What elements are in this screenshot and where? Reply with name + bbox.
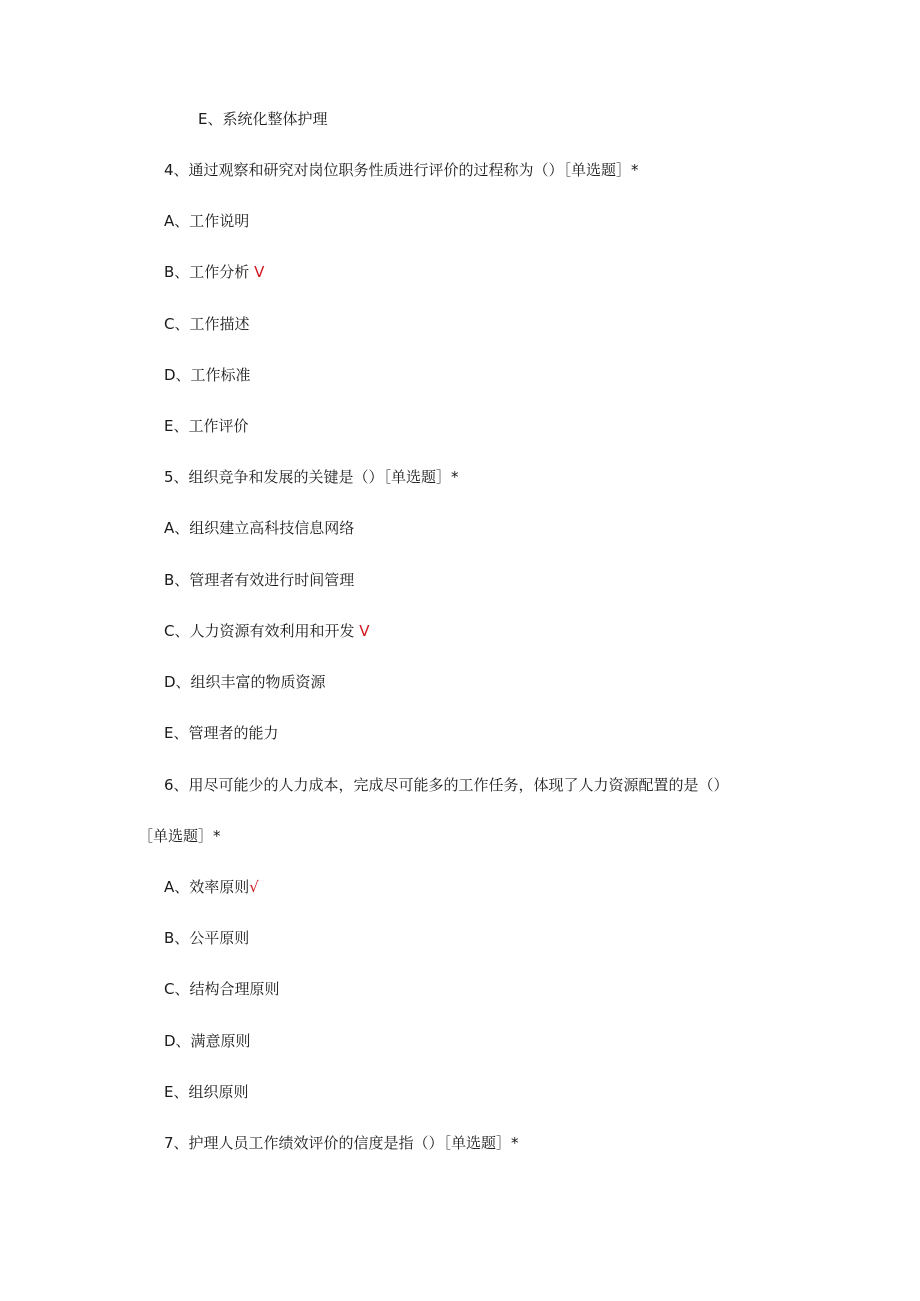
option-d-q6: D、满意原则 — [164, 1032, 251, 1050]
question-6-type: ［单选题］* — [138, 827, 221, 845]
option-e-q6: E、组织原则 — [164, 1083, 249, 1101]
option-e-q4: E、工作评价 — [164, 417, 249, 435]
option-d-q5: D、组织丰富的物质资源 — [164, 673, 326, 691]
option-e-q5: E、管理者的能力 — [164, 724, 279, 742]
option-b-q6: B、公平原则 — [164, 929, 250, 947]
correct-mark: V — [254, 263, 265, 281]
question-6: 6、用尽可能少的人力成本，完成尽可能多的工作任务，体现了人力资源配置的是（） — [164, 776, 729, 794]
option-b-q4: B、工作分析 V — [164, 263, 265, 281]
question-7: 7、护理人员工作绩效评价的信度是指（）［单选题］* — [164, 1134, 519, 1152]
correct-mark: √ — [249, 878, 259, 896]
option-a-q4: A、工作说明 — [164, 212, 250, 230]
option-b-q5: B、管理者有效进行时间管理 — [164, 571, 355, 589]
correct-mark: V — [359, 622, 370, 640]
option-c-q6: C、结构合理原则 — [164, 980, 280, 998]
question-4: 4、通过观察和研究对岗位职务性质进行评价的过程称为（）［单选题］* — [164, 161, 639, 179]
question-5: 5、组织竞争和发展的关键是（）［单选题］* — [164, 468, 459, 486]
option-c-q4: C、工作描述 — [164, 315, 250, 333]
option-c-q5: C、人力资源有效利用和开发 V — [164, 622, 370, 640]
option-d-q4: D、工作标准 — [164, 366, 251, 384]
option-a-q5: A、组织建立高科技信息网络 — [164, 519, 355, 537]
option-e-q3: E、系统化整体护理 — [198, 110, 328, 128]
option-a-q6: A、效率原则√ — [164, 878, 259, 896]
